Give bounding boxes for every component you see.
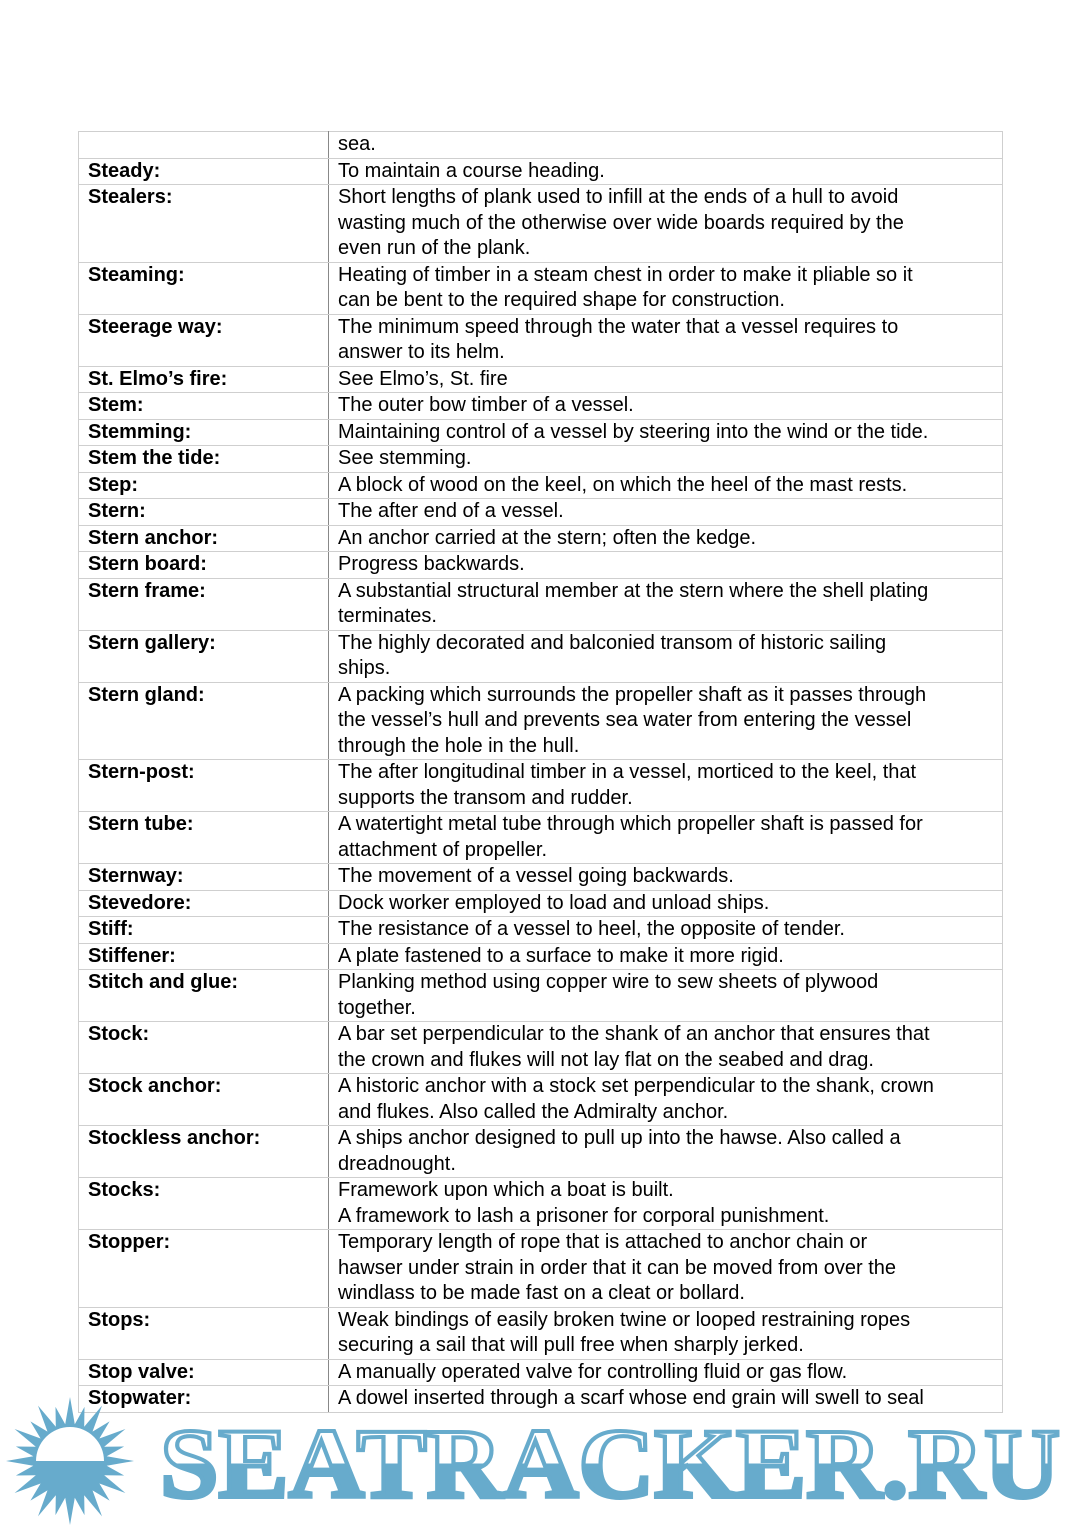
glossary-definition: Dock worker employed to load and unload ships. <box>329 890 1003 917</box>
table-row <box>79 1074 1003 1126</box>
glossary-table <box>78 131 1003 1413</box>
glossary-definition: A plate fastened to a surface to make it more rigid. <box>329 943 1003 970</box>
glossary-term: Stop valve: <box>79 1359 329 1386</box>
table-row <box>79 393 1003 420</box>
glossary-definition: sea. <box>329 132 1003 159</box>
glossary-term: Stern gallery: <box>79 630 329 682</box>
glossary-term: Stiffener: <box>79 943 329 970</box>
glossary-term: St. Elmo’s fire: <box>79 366 329 393</box>
table-row <box>79 525 1003 552</box>
table-row <box>79 262 1003 314</box>
glossary-definition: Planking method using copper wire to sew sheets of plywood together. <box>329 970 1003 1022</box>
glossary-term: Stiff: <box>79 917 329 944</box>
table-row <box>79 1359 1003 1386</box>
glossary-definition: A ships anchor designed to pull up into the hawse. Also called a dreadnought. <box>329 1126 1003 1178</box>
glossary-term: Sternway: <box>79 864 329 891</box>
table-row <box>79 864 1003 891</box>
glossary-definition: Heating of timber in a steam chest in order to make it pliable so it can be bent to the required shape for construction. <box>329 262 1003 314</box>
table-row <box>79 132 1003 159</box>
glossary-term: Stevedore: <box>79 890 329 917</box>
glossary-definition: A dowel inserted through a scarf whose end grain will swell to seal <box>329 1386 1003 1413</box>
glossary-definition: A substantial structural member at the stern where the shell plating terminates. <box>329 578 1003 630</box>
table-row <box>79 419 1003 446</box>
glossary-term: Steerage way: <box>79 314 329 366</box>
glossary-definition: The outer bow timber of a vessel. <box>329 393 1003 420</box>
table-row <box>79 472 1003 499</box>
glossary-definition: Maintaining control of a vessel by steering into the wind or the tide. <box>329 419 1003 446</box>
glossary-definition: Weak bindings of easily broken twine or looped restraining ropes securing a sail that will pull free when sharply jerked. <box>329 1307 1003 1359</box>
glossary-definition: See stemming. <box>329 446 1003 473</box>
glossary-term: Stem the tide: <box>79 446 329 473</box>
glossary-term: Stem: <box>79 393 329 420</box>
table-row <box>79 682 1003 760</box>
glossary-term: Stockless anchor: <box>79 1126 329 1178</box>
glossary-definition: The resistance of a vessel to heel, the opposite of tender. <box>329 917 1003 944</box>
glossary-term: Stopwater: <box>79 1386 329 1413</box>
glossary-definition: A manually operated valve for controlling fluid or gas flow. <box>329 1359 1003 1386</box>
table-row <box>79 314 1003 366</box>
table-row <box>79 760 1003 812</box>
table-row <box>79 970 1003 1022</box>
table-row <box>79 366 1003 393</box>
glossary-definition: Framework upon which a boat is built. A framework to lash a prisoner for corporal punishment. <box>329 1178 1003 1230</box>
glossary-definition: A block of wood on the keel, on which the heel of the mast rests. <box>329 472 1003 499</box>
glossary-definition: Short lengths of plank used to infill at the ends of a hull to avoid wasting much of the otherwise over wide boards required by the even run of the plank. <box>329 185 1003 263</box>
glossary-term: Stern anchor: <box>79 525 329 552</box>
glossary-term: Stern: <box>79 499 329 526</box>
glossary-definition: The movement of a vessel going backwards. <box>329 864 1003 891</box>
glossary-definition: A historic anchor with a stock set perpendicular to the shank, crown and flukes. Also called the Admiralty anchor. <box>329 1074 1003 1126</box>
glossary-definition: The after longitudinal timber in a vessel, morticed to the keel, that supports the transom and rudder. <box>329 760 1003 812</box>
glossary-definition: A watertight metal tube through which propeller shaft is passed for attachment of propeller. <box>329 812 1003 864</box>
table-row <box>79 1230 1003 1308</box>
glossary-term: Stern tube: <box>79 812 329 864</box>
table-row <box>79 552 1003 579</box>
table-row <box>79 630 1003 682</box>
table-row <box>79 943 1003 970</box>
glossary-term: Stern frame: <box>79 578 329 630</box>
glossary-definition: The minimum speed through the water that a vessel requires to answer to its helm. <box>329 314 1003 366</box>
table-row <box>79 1178 1003 1230</box>
table-row <box>79 890 1003 917</box>
table-row <box>79 578 1003 630</box>
glossary-term: Stern-post: <box>79 760 329 812</box>
glossary-term: Steaming: <box>79 262 329 314</box>
glossary-definition: To maintain a course heading. <box>329 158 1003 185</box>
table-row <box>79 1307 1003 1359</box>
glossary-term: Step: <box>79 472 329 499</box>
table-row <box>79 185 1003 263</box>
glossary-term: Stemming: <box>79 419 329 446</box>
glossary-term: Stern board: <box>79 552 329 579</box>
glossary-definition: An anchor carried at the stern; often the kedge. <box>329 525 1003 552</box>
glossary-definition: The after end of a vessel. <box>329 499 1003 526</box>
table-row <box>79 917 1003 944</box>
table-row <box>79 812 1003 864</box>
table-row <box>79 1126 1003 1178</box>
glossary-term: Stops: <box>79 1307 329 1359</box>
table-row <box>79 1022 1003 1074</box>
sun-icon <box>6 1397 134 1525</box>
watermark-text: SEATRACKER.RU <box>160 1408 1060 1519</box>
table-row <box>79 158 1003 185</box>
glossary-term: Steady: <box>79 158 329 185</box>
table-row <box>79 499 1003 526</box>
table-row <box>79 446 1003 473</box>
glossary-definition: A packing which surrounds the propeller shaft as it passes through the vessel’s hull and prevents sea water from entering the vessel through the hole in the hull. <box>329 682 1003 760</box>
glossary-definition: Progress backwards. <box>329 552 1003 579</box>
glossary-term: Stock anchor: <box>79 1074 329 1126</box>
glossary-term: Stopper: <box>79 1230 329 1308</box>
glossary-term: Stitch and glue: <box>79 970 329 1022</box>
glossary-definition: See Elmo’s, St. fire <box>329 366 1003 393</box>
glossary-term: Stock: <box>79 1022 329 1074</box>
glossary-definition: Temporary length of rope that is attached to anchor chain or hawser under strain in order that it can be moved from over the windlass to be made fast on a cleat or bollard. <box>329 1230 1003 1308</box>
glossary-definition: A bar set perpendicular to the shank of an anchor that ensures that the crown and flukes will not lay flat on the seabed and drag. <box>329 1022 1003 1074</box>
glossary-definition: The highly decorated and balconied transom of historic sailing ships. <box>329 630 1003 682</box>
glossary-term: Stern gland: <box>79 682 329 760</box>
glossary-term: Stocks: <box>79 1178 329 1230</box>
glossary-term <box>79 132 329 159</box>
seatracker-logo <box>0 1395 1080 1527</box>
glossary-term: Stealers: <box>79 185 329 263</box>
